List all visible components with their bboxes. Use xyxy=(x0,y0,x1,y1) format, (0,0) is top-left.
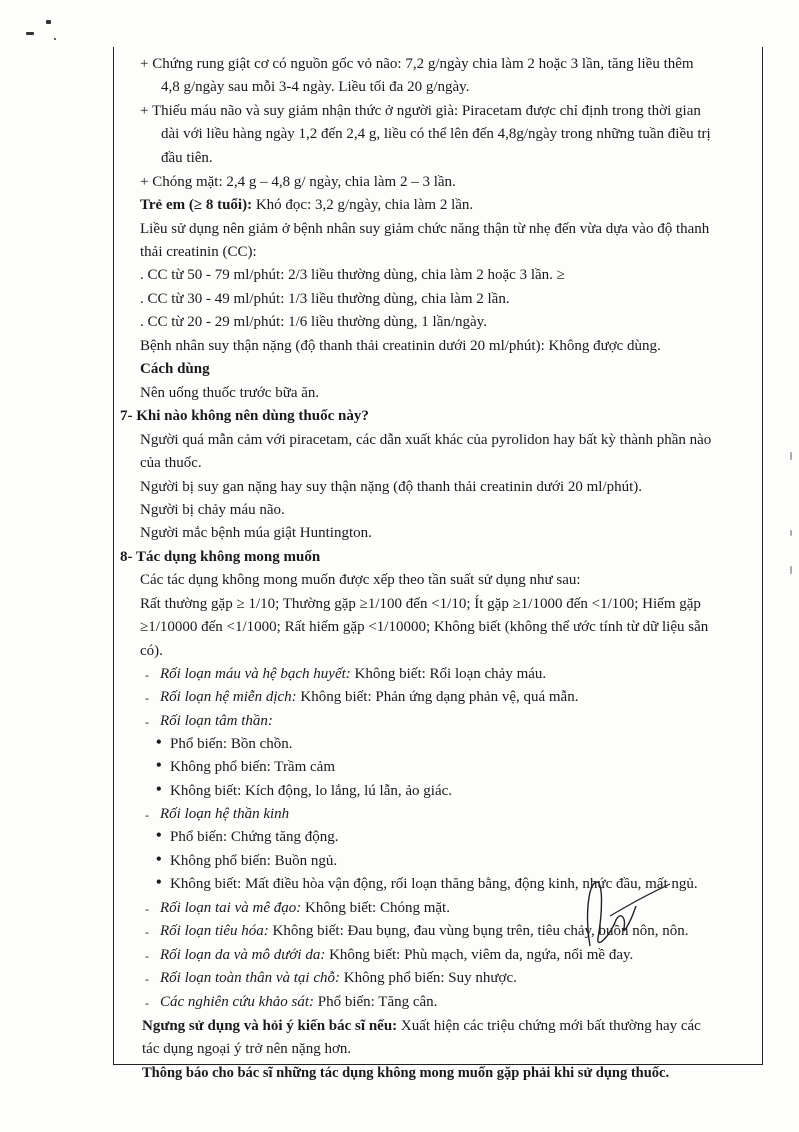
scan-speck xyxy=(790,452,792,460)
text-line: 4,8 g/ngày sau mỗi 3-4 ngày. Liều tối đa 20 g/ngày. xyxy=(161,79,470,95)
text-line xyxy=(160,946,633,964)
text-line: Không phổ biến: Trầm cảm xyxy=(170,759,335,775)
text-line: tác dụng ngoại ý trở nên nặng hơn. xyxy=(142,1041,352,1057)
text-line xyxy=(142,1017,701,1035)
text-line xyxy=(160,665,546,683)
text-line: Không biết: Mất điều hòa vận động, rối loạn thăng bằng, động kinh, nhức đầu, mất ngủ. xyxy=(170,876,698,892)
text-line: . CC từ 50 - 79 ml/phút: 2/3 liều thường dùng, chia làm 2 hoặc 3 lần. ≥ xyxy=(140,267,565,283)
text-line: . CC từ 30 - 49 ml/phút: 1/3 liều thường dùng, chia làm 2 lần. xyxy=(140,291,510,307)
text-line xyxy=(140,196,473,214)
category-label: Rối loạn tai và mê đạo: xyxy=(160,900,302,916)
category-text: Phổ biến: Tăng cân. xyxy=(317,994,438,1010)
section-heading: 8- Tác dụng không mong muốn xyxy=(120,549,321,565)
category-text: Không biết: Phù mạch, viêm da, ngứa, nổi mề đay. xyxy=(329,947,634,963)
text-line: Người bị suy gan nặng hay suy thận nặng (độ thanh thải creatinin dưới 20 ml/phút). xyxy=(140,479,643,495)
dash-bullet: - xyxy=(145,668,149,682)
text-line: ≥1/10000 đến <1/1000; Rất hiếm gặp <1/10000; Không biết (không thể ước tính từ dữ liệu sẵn xyxy=(140,619,709,635)
category-label: Rối loạn hệ thần kinh xyxy=(160,806,290,822)
category-label: Các nghiên cứu khảo sát: xyxy=(160,994,314,1010)
scan-speck xyxy=(790,530,792,536)
closing-notice: Thông báo cho bác sĩ những tác dụng không mong muốn gặp phải khi sử dụng thuốc. xyxy=(142,1065,670,1081)
dot-bullet: • xyxy=(156,781,162,798)
dot-bullet: • xyxy=(156,874,162,891)
text-line: của thuốc. xyxy=(140,455,202,471)
scan-speck xyxy=(790,566,792,574)
children-label: Trẻ em (≥ 8 tuổi): xyxy=(140,197,253,213)
text-line: Phổ biến: Chứng tăng động. xyxy=(170,829,339,845)
text-line xyxy=(160,969,517,987)
text-line: Không biết: Kích động, lo lắng, lú lẫn, ảo giác. xyxy=(170,783,453,799)
category-label: Rối loạn toàn thân và tại chỗ: xyxy=(160,970,340,986)
dash-bullet: - xyxy=(145,972,149,986)
dash-bullet: - xyxy=(145,808,149,822)
category-text: Không biết: Rối loạn chảy máu. xyxy=(354,666,547,682)
text-line: Các tác dụng không mong muốn được xếp theo tần suất sử dụng như sau: xyxy=(140,572,581,588)
children-dose: Khó đọc: 3,2 g/ngày, chia làm 2 lần. xyxy=(255,197,474,213)
stop-use-text: Xuất hiện các triệu chứng mới bất thường hay các xyxy=(400,1018,701,1034)
scan-speck xyxy=(54,38,56,40)
stop-use-label: Ngưng sử dụng và hỏi ý kiến bác sĩ nếu: xyxy=(142,1018,398,1034)
dot-bullet: • xyxy=(156,851,162,868)
dash-bullet: - xyxy=(145,949,149,963)
category-text: Không phổ biến: Suy nhược. xyxy=(343,970,517,986)
text-line: Nên uống thuốc trước bữa ăn. xyxy=(140,385,320,401)
handwritten-signature xyxy=(580,876,700,956)
dash-bullet: - xyxy=(145,925,149,939)
text-line: dài với liều hàng ngày 1,2 đến 2,4 g, liều có thể lên đến 4,8g/ngày trong những tuần điều trị xyxy=(161,126,711,142)
category-text: Không biết: Chóng mặt. xyxy=(304,900,450,916)
category-label: Rối loạn da và mô dưới da: xyxy=(160,947,326,963)
section-heading: 7- Khi nào không nên dùng thuốc này? xyxy=(120,408,369,424)
category-label: Rối loạn hệ miễn dịch: xyxy=(160,689,297,705)
text-line: Rất thường gặp ≥ 1/10; Thường gặp ≥1/100 đến <1/10; Ít gặp ≥1/1000 đến <1/100; Hiếm gặp xyxy=(140,596,701,612)
text-line: Phổ biến: Bồn chồn. xyxy=(170,736,293,752)
text-line: + Thiếu máu não và suy giảm nhận thức ở người già: Piracetam được chỉ định trong thời gian xyxy=(140,103,701,119)
category-label: Rối loạn tiêu hóa: xyxy=(160,923,269,939)
text-line: thải creatinin (CC): xyxy=(140,244,257,260)
dash-bullet: - xyxy=(145,996,149,1010)
text-line: Không phổ biến: Buồn ngủ. xyxy=(170,853,338,869)
dot-bullet: • xyxy=(156,734,162,751)
scan-speck xyxy=(26,32,34,35)
text-line: Liều sử dụng nên giảm ở bệnh nhân suy giảm chức năng thận từ nhẹ đến vừa dựa vào độ thanh xyxy=(140,221,710,237)
category-text: Không biết: Đau bụng, đau vùng bụng trên, tiêu chảy, buồn nôn, nôn. xyxy=(272,923,689,939)
text-line: Người mắc bệnh múa giật Huntington. xyxy=(140,525,372,541)
text-line xyxy=(160,688,578,706)
scan-speck xyxy=(46,20,51,24)
text-line: đầu tiên. xyxy=(161,150,213,166)
text-line: . CC từ 20 - 29 ml/phút: 1/6 liều thường dùng, 1 lần/ngày. xyxy=(140,314,487,330)
text-line: có). xyxy=(140,643,163,659)
text-line: Bệnh nhân suy thận nặng (độ thanh thải creatinin dưới 20 ml/phút): Không được dùng. xyxy=(140,338,661,354)
text-line xyxy=(160,993,437,1011)
dash-bullet: - xyxy=(145,691,149,705)
section-subheading: Cách dùng xyxy=(140,361,210,377)
text-line xyxy=(160,899,450,917)
dot-bullet: • xyxy=(156,827,162,844)
text-line: + Chứng rung giật cơ có nguồn gốc vỏ não: 7,2 g/ngày chia làm 2 hoặc 3 lần, tăng liều thêm xyxy=(140,56,694,72)
category-label: Rối loạn tâm thần: xyxy=(160,713,273,729)
category-text: Không biết: Phản ứng dạng phản vệ, quá mẫn. xyxy=(300,689,579,705)
text-line: + Chóng mặt: 2,4 g – 4,8 g/ ngày, chia làm 2 – 3 lần. xyxy=(140,174,456,190)
dot-bullet: • xyxy=(156,757,162,774)
dash-bullet: - xyxy=(145,715,149,729)
text-line: Người quá mẫn cảm với piracetam, các dẫn xuất khác của pyrolidon hay bất kỳ thành phần nào xyxy=(140,432,712,448)
text-line: Người bị chảy máu não. xyxy=(140,502,285,518)
dash-bullet: - xyxy=(145,902,149,916)
category-label: Rối loạn máu và hệ bạch huyết: xyxy=(160,666,351,682)
